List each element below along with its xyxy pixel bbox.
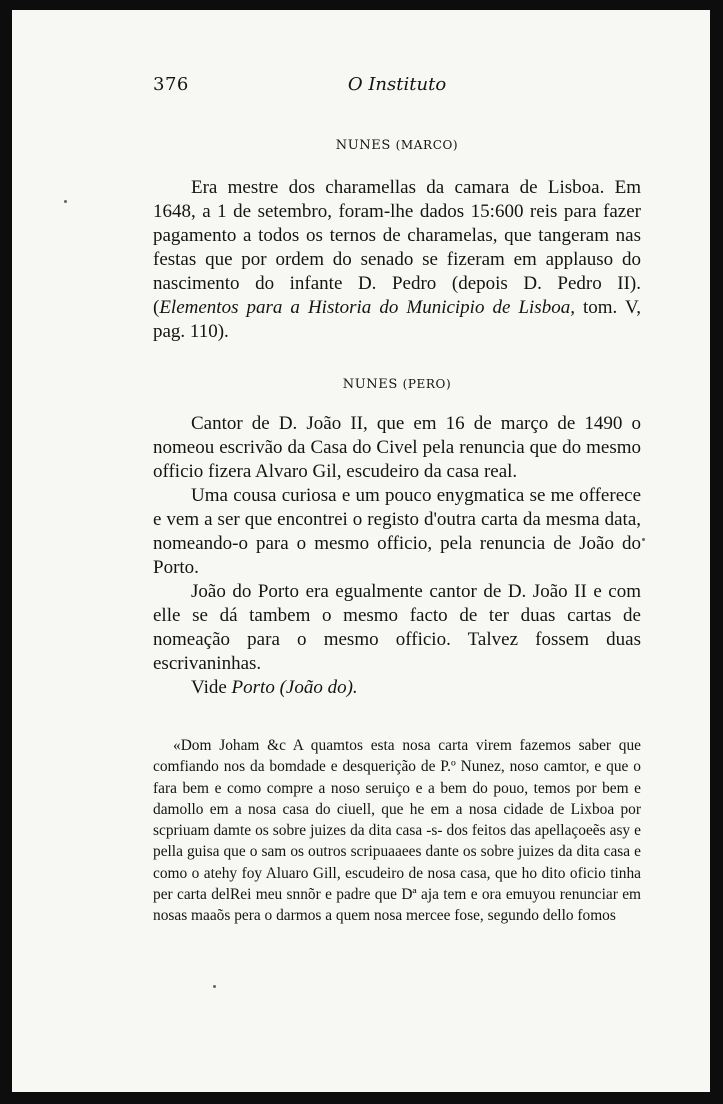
paper-speck <box>213 985 216 988</box>
paper-speck <box>64 200 67 203</box>
citation-rest: tom. V, pag. 110). <box>153 297 641 342</box>
entry-heading-name: NUNES <box>335 138 391 153</box>
paragraph: Cantor de D. João II, que em 16 de março de 1490 o nomeou escrivão da Casa do Civel pela renuncia que do mesmo officio fizera Alvaro Gil, escudeiro da casa real. <box>153 413 641 482</box>
quote-text: «Dom Joham &c A quamtos esta nosa carta virem fazemos saber que comfiando nos da bomdade e desquerição de P.º Nunez, noso camtor, e que o fara bem e como compre a noso seruiço e a bem do pouo, temos por bem e damollo em a nosa casa do ciuell, que he em a nosa cidade de Lixboa por scpriuam damte os sobre juizes da dita casa -s- dos feitos das apellaçoeẽs asy e pella guisa que o sam os outros scripuaaees dante os sobre juizes da dita casa e como o atehy foy Aluaro Gill, escudeiro de nosa casa, que ho dito oficio tinha per carta delRei meu snnõr e padre que Dª aja tem e ora emuyou renunciar em nosas maaõs pera o darmos a quem nosa mercee fose, segundo dello fomos <box>153 737 641 925</box>
paragraph: João do Porto era egualmente cantor de D. João II e com elle se dá tambem o mesmo facto de ter duas cartas de nomeação para o mesmo officio. Talvez fossem duas escrivaninhas. <box>153 581 641 674</box>
entry-heading-nunes-marco <box>153 138 641 153</box>
vide-prefix: Vide <box>191 677 232 698</box>
paragraph-text: Era mestre dos charamellas da camara de Lisboa. Em 1648, a 1 de setembro, foram-lhe dados 15:600 reis para fazer pagamento a todos os ternos de charamelas, que tangeram nas festas que por ordem do senado se fizeram em applauso do nascimento do infante D. Pedro (depois D. Pedro II). <box>153 177 641 294</box>
entry-body-nunes-pero <box>153 412 641 700</box>
citation-title: Elementos para a Historia do Municipio de Lisboa, <box>159 297 575 318</box>
vide-link-text: Porto (João do). <box>231 677 358 698</box>
citation-open: ( <box>153 297 160 318</box>
running-title: O Instituto <box>347 74 447 95</box>
entry-heading-qualifier: (PERO) <box>402 377 452 391</box>
document-quote <box>153 735 641 927</box>
entry-heading-name: NUNES <box>342 377 398 392</box>
paper-speck <box>642 538 645 541</box>
paragraph <box>153 176 641 344</box>
book-page <box>12 10 710 1092</box>
entry-heading-nunes-pero <box>153 377 641 392</box>
vide-reference <box>153 676 641 700</box>
page-number: 376 <box>153 74 189 95</box>
entry-body-nunes-marco <box>153 176 641 344</box>
entry-heading-qualifier: (MARCO) <box>395 138 459 152</box>
paragraph: Uma cousa curiosa e um pouco enygmatica se me offerece e vem a ser que encontrei o registo d'outra carta da mesma data, nomeando-o para o mesmo officio, pela renuncia de João do Porto. <box>153 485 641 578</box>
page-header <box>153 70 641 104</box>
